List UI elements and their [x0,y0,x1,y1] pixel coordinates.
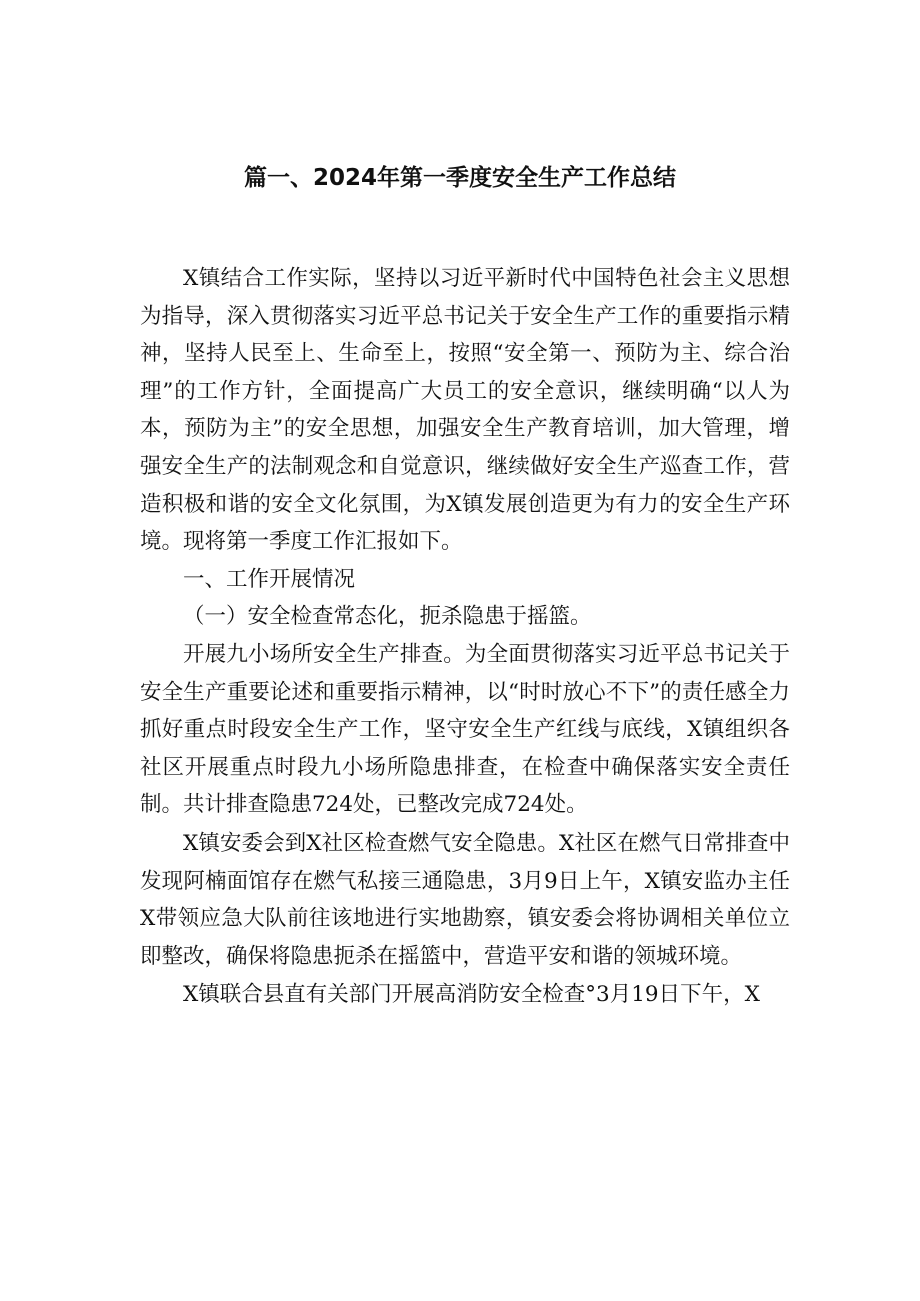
section-heading: 一、工作开展情况 [183,566,356,592]
body-paragraph-2: X镇安委会到X社区检查燃气安全隐患。X社区在燃气日常排查中发现阿楠面馆存在燃气私接三通隐患，3月9日上午，X镇安监办主任X带领应急大队前往该地进行实地勘察，镇安委会将协调相关单位立即整改，确保将隐患扼杀在摇篮中，营造平安和谐的领城环境。 [140,830,790,969]
body-paragraph-1: 开展九小场所安全生产排查。为全面贯彻落实习近平总书记关于安全生产重要论述和重要指示精神，以“时时放心不下”的责任感全力抓好重点时段安全生产工作，坚守安全生产红线与底线，X镇组织各社区开展重点时段九小场所隐患排查，在检查中确保落实安全责任制。共计排查隐患724处，已整改完成724处。 [140,641,790,818]
body-paragraph-3: X镇联合县直有关部门开展高消防安全检查°3月19日下午，X [183,982,760,1008]
document-body [140,260,790,1014]
document-title: 篇一、2024年第一季度安全生产工作总结 [243,165,676,191]
subsection-heading: （一）安全检查常态化，扼杀隐患于摇篮。 [183,604,592,630]
intro-paragraph: X镇结合工作实际，坚持以习近平新时代中国特色社会主义思想为指导，深入贯彻落实习近平总书记关于安全生产工作的重要指示精神，坚持人民至上、生命至上，按照“安全第一、预防为主、综合治理”的工作方针，全面提高广大员工的安全意识，继续明确“以人为本，预防为主”的安全思想，加强安全生产教育培训，加大管理，增强安全生产的法制观念和自觉意识，继续做好安全生产巡查工作，营造积极和谐的安全文化氛围，为X镇发展创造更为有力的安全生产环境。现将第一季度工作汇报如下。 [140,266,790,555]
